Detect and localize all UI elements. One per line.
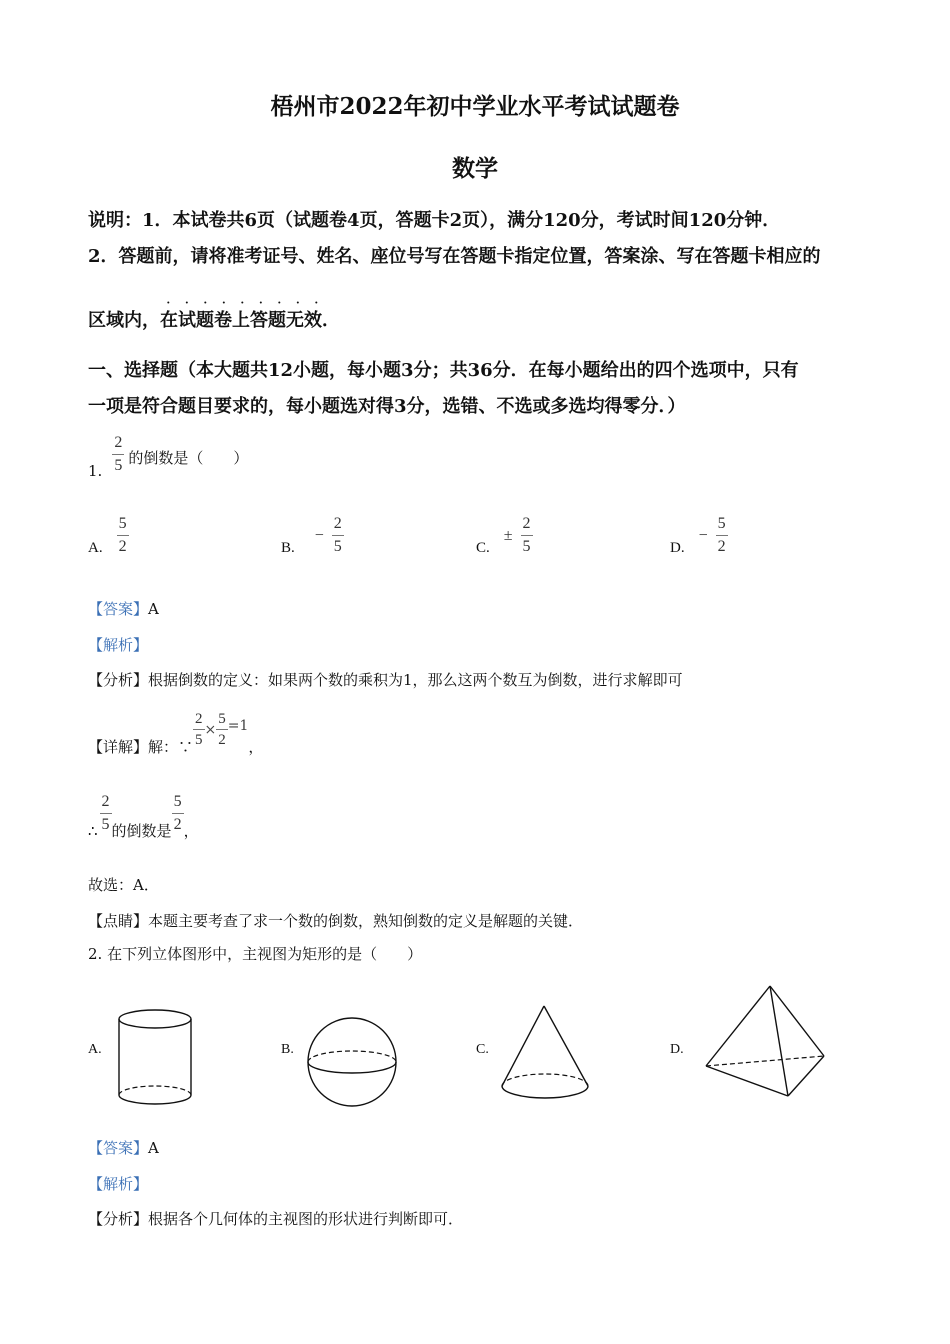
option-sign: − <box>314 526 324 544</box>
q1-dianjing <box>88 910 583 931</box>
fraction-numerator: 5 <box>118 515 127 533</box>
fraction-bar <box>117 535 129 536</box>
cone-base-back <box>502 1074 588 1086</box>
fraction-bar <box>216 729 228 730</box>
therefore-text: 的倒数是 <box>111 822 172 840</box>
tetrahedron-figure <box>700 980 832 1102</box>
option-label: A. <box>88 540 103 556</box>
detail-tag: 【详解】 <box>88 738 149 756</box>
tetra-edge-left <box>706 986 770 1066</box>
fraction-bar <box>100 813 112 814</box>
q1-therefore <box>88 786 199 841</box>
option-d <box>670 514 728 557</box>
fraction-bar <box>332 535 344 536</box>
cylinder-bottom-front <box>119 1095 191 1104</box>
cylinder-figure <box>112 1005 198 1115</box>
fraction-numerator: 2 <box>114 433 123 451</box>
q1-answer <box>88 598 159 619</box>
fraction-bar <box>521 535 533 536</box>
fraction-denominator: 5 <box>101 816 110 833</box>
tetra-base-right <box>788 1056 824 1096</box>
dianjing-text: 本题主要考查了求一个数的倒数，熟知倒数的定义是解题的关键． <box>148 912 584 930</box>
q2-label-c: C. <box>476 1042 489 1057</box>
fraction <box>112 434 124 474</box>
option-a <box>88 514 129 557</box>
tetra-edge-front <box>770 986 788 1096</box>
question-1-stem <box>88 428 248 480</box>
answer-value: A <box>148 600 159 618</box>
instruction-line-2: 2．答题前，请将准考证号、姓名、座位号写在答题卡指定位置，答案涂、写在答题卡相应的 <box>88 246 821 267</box>
fraction-numerator: 5 <box>717 515 726 533</box>
option-sign: − <box>698 526 708 544</box>
sphere-equator-front <box>308 1062 396 1073</box>
option-fraction <box>521 515 533 555</box>
fraction-bar <box>716 535 728 536</box>
fraction-denominator: 2 <box>717 538 726 555</box>
equals-one: =1 <box>227 717 249 734</box>
q2-label-a: A. <box>88 1042 102 1057</box>
question-number: 1. <box>88 462 103 480</box>
tetra-hidden-edge <box>706 1056 824 1066</box>
fenxi-tag: 【分析】 <box>88 671 149 689</box>
section-1-line-2: 一项是符合题目要求的，每小题选对得3分，选错、不选或多选均得零分．） <box>88 396 686 417</box>
q2-analysis-tag: 【解析】 <box>88 1175 149 1193</box>
fraction-denominator: 5 <box>522 538 531 555</box>
fraction-denominator: 2 <box>173 816 182 833</box>
fenxi-text: 根据各个几何体的主视图的形状进行判断即可． <box>148 1210 464 1228</box>
cone-figure <box>496 1000 596 1112</box>
fraction-bar <box>193 729 205 730</box>
fenxi-tag: 【分析】 <box>88 1210 149 1228</box>
question-text: 的倒数是（ ） <box>128 448 249 467</box>
option-label: D. <box>670 540 685 556</box>
answer-tag: 【答案】 <box>88 600 149 618</box>
exam-title: 梧州市2022年初中学业水平考试试题卷 <box>270 93 680 120</box>
fraction-denominator: 5 <box>195 732 203 748</box>
fraction-denominator: 5 <box>333 538 342 555</box>
times-sign: × <box>204 721 217 738</box>
option-c <box>476 514 533 557</box>
fraction-numerator: 5 <box>173 793 182 811</box>
q1-choose: 故选：A． <box>88 876 159 894</box>
question-2-stem: 2. 在下列立体图形中，主视图为矩形的是（ ） <box>88 945 423 963</box>
fraction-bar <box>112 454 124 455</box>
fraction-denominator: 2 <box>118 538 127 555</box>
detail-fraction-1 <box>193 711 205 749</box>
cone-base-front <box>502 1086 588 1098</box>
q1-detail <box>88 702 263 757</box>
sphere-outline <box>308 1018 396 1106</box>
cylinder-bottom-back <box>119 1086 191 1095</box>
fraction-numerator: 2 <box>333 515 342 533</box>
emphasis-dots: ．．．．．．．．． <box>166 289 341 307</box>
tetra-base-left <box>706 1066 788 1096</box>
option-b <box>281 514 344 557</box>
detail-fraction-2 <box>216 711 228 749</box>
dianjing-tag: 【点睛】 <box>88 912 149 930</box>
fraction-denominator: 5 <box>114 456 123 474</box>
instruction-line-1: 说明：1．本试卷共6页（试题卷4页，答题卡2页），满分120分，考试时间120分钟． <box>88 210 781 231</box>
q1-fenxi <box>88 669 683 690</box>
fraction-numerator: 2 <box>195 710 203 727</box>
answer-tag: 【答案】 <box>88 1139 149 1157</box>
option-fraction <box>117 515 129 555</box>
sphere-equator-back <box>308 1051 396 1062</box>
option-fraction <box>716 515 728 555</box>
cylinder-top <box>119 1010 191 1028</box>
q2-label-b: B. <box>281 1042 294 1057</box>
fraction-numerator: 2 <box>101 793 110 811</box>
q2-fenxi <box>88 1208 463 1229</box>
therefore-sign: ∴ <box>88 821 98 840</box>
fraction-denominator: 2 <box>218 732 226 748</box>
fraction-numerator: 2 <box>522 515 531 533</box>
cone-left-edge <box>502 1006 544 1086</box>
subject-title: 数学 <box>452 155 498 182</box>
fraction-bar <box>172 813 184 814</box>
answer-value: A <box>148 1139 159 1157</box>
detail-prefix: 解：∵ <box>148 738 194 756</box>
option-label: B. <box>281 540 295 556</box>
sphere-figure <box>303 1013 401 1111</box>
fenxi-text: 根据倒数的定义：如果两个数的乘积为1，那么这两个数互为倒数，进行求解即可 <box>148 671 683 689</box>
option-fraction <box>332 515 344 555</box>
instruction-line-3: 区域内，在试题卷上答题无效． <box>88 310 340 331</box>
q1-analysis-tag: 【解析】 <box>88 636 149 654</box>
fraction-numerator: 5 <box>218 710 226 727</box>
detail-comma: ， <box>248 738 264 756</box>
therefore-fraction-2 <box>172 793 184 833</box>
q2-label-d: D. <box>670 1042 684 1057</box>
q2-answer <box>88 1137 159 1158</box>
option-sign: ± <box>503 526 513 544</box>
therefore-fraction-1 <box>100 793 112 833</box>
therefore-end: ， <box>183 822 199 840</box>
section-1-line-1: 一、选择题（本大题共12小题，每小题3分；共36分．在每小题给出的四个选项中，只有 <box>88 360 799 381</box>
option-label: C. <box>476 540 490 556</box>
tetra-edge-right <box>770 986 824 1056</box>
